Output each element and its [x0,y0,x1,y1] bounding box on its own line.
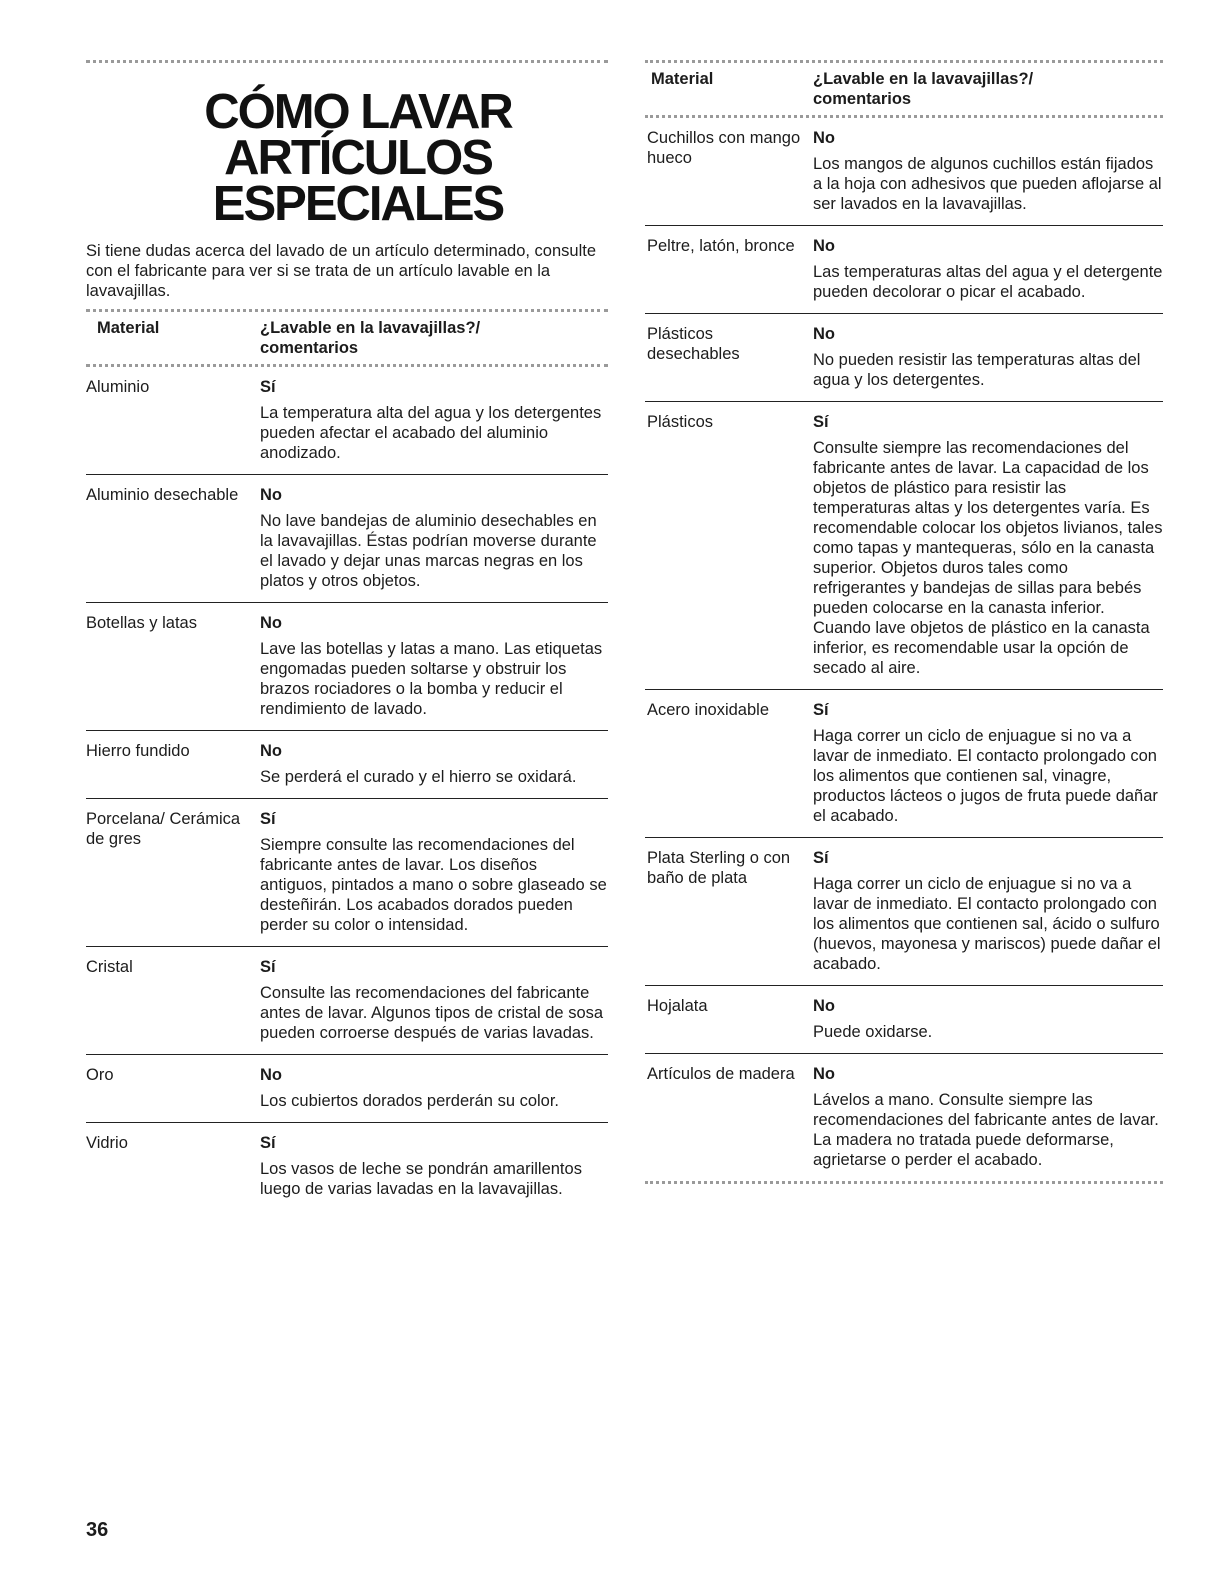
dishwasher-safe-answer: Sí [260,1134,276,1152]
comment-text: Consulte siempre las recomendaciones del fabricante antes de lavar. La capacidad de los objetos de plástico para resistir las temperaturas altas y los detergentes varía. Es recomendable colocar los objetos livianos, tales como tapas y mantequeras, sólo en la canasta superior. Objetos duros tales como refrigerantes y bandejas de sillas para bebés pueden colocarse en la canasta inferior. Cuando lave objetos de plástico en la canasta inferior, es recomendable usar la opción de secado al aire. [813,439,1163,677]
material-cell: Plásticos desechables [647,325,740,363]
comment-text: Siempre consulte las recomendaciones del fabricante antes de lavar. Los diseños antiguos, pintados a mano o sobre glaseado se desteñirán. Los acabados dorados pueden perder su color o intensidad. [260,836,607,934]
comment-cell [813,324,1163,390]
table-header [645,63,1163,115]
left-table-body [86,367,608,1210]
material-cell: Aluminio desechable [86,486,239,504]
comment-text: No pueden resistir las temperaturas altas del agua y los detergentes. [813,351,1141,389]
material-cell: Hierro fundido [86,742,190,760]
table-row [645,690,1163,838]
comment-cell [813,700,1163,826]
comment-cell [260,741,608,787]
comment-text: Puede oxidarse. [813,1023,933,1041]
table-row [86,799,608,947]
dishwasher-safe-answer: Sí [260,958,276,976]
comment-cell [260,1133,608,1199]
comment-cell [260,1065,608,1111]
comment-text: Consulte las recomendaciones del fabricante antes de lavar. Algunos tipos de cristal de sosa pueden corroerse después de varias lavadas. [260,984,604,1042]
comment-text: Los mangos de algunos cuchillos están fijados a la hoja con adhesivos que pueden aflojarse al ser lavados en la lavavajillas. [813,155,1162,213]
material-cell: Oro [86,1066,114,1084]
comment-text: Haga correr un ciclo de enjuague si no va a lavar de inmediato. El contacto prolongado con los alimentos que contienen sal, vinagre, productos lácteos o jugos de fruta puede dañar el acabado. [813,727,1158,825]
dishwasher-safe-answer: No [260,1066,282,1084]
comment-cell [813,412,1163,678]
title-line: ESPECIALES [212,177,504,231]
material-cell: Cristal [86,958,133,976]
comment-cell [260,957,608,1043]
dishwasher-safe-answer: Sí [813,701,829,719]
table-row [86,475,608,603]
dishwasher-safe-answer: No [813,997,835,1015]
left-column [86,60,608,1210]
dishwasher-safe-answer: Sí [260,378,276,396]
dishwasher-safe-answer: No [813,237,835,255]
table-row [86,603,608,731]
table-row [645,226,1163,314]
comment-text: Lave las botellas y latas a mano. Las etiquetas engomadas pueden soltarse y obstruir los brazos rociadores o la bomba y reducir el rendimiento de lavado. [260,640,603,718]
comment-cell [260,809,608,935]
material-cell: Cuchillos con mango hueco [647,129,801,167]
table-row [86,731,608,799]
material-cell: Porcelana/ Cerámica de gres [86,810,241,848]
dishwasher-safe-answer: No [260,742,282,760]
table-row [86,947,608,1055]
comment-cell [260,377,608,463]
page-number: 36 [86,1519,109,1541]
dishwasher-safe-answer: Sí [813,413,829,431]
material-cell: Peltre, latón, bronce [647,237,795,255]
header-comments-line1: ¿Lavable en la lavavajillas?/ [813,70,1034,88]
comment-text: No lave bandejas de aluminio desechables en la lavavajillas. Éstas podrían moverse durante el lavado y dejar unas marcas negras en los platos y otros objetos. [260,512,597,590]
table-row [86,367,608,475]
table-row [645,118,1163,226]
table-row [645,838,1163,986]
material-cell: Botellas y latas [86,614,197,632]
material-cell: Aluminio [86,378,150,396]
table-row [86,1123,608,1210]
comment-cell [260,485,608,591]
dishwasher-safe-answer: Sí [260,810,276,828]
comment-cell [813,848,1163,974]
header-material: Material [651,70,714,88]
table-end-divider [645,1181,1163,1184]
comment-text: Lávelos a mano. Consulte siempre las recomendaciones del fabricante antes de lavar. La madera no tratada puede deformarse, agrietarse o perder el acabado. [813,1091,1159,1169]
table-row [86,1055,608,1123]
table-row [645,314,1163,402]
header-material: Material [97,319,160,337]
comment-cell [813,128,1163,214]
comment-cell [813,236,1163,302]
dishwasher-safe-answer: Sí [813,849,829,867]
material-cell: Plata Sterling o con baño de plata [647,849,791,887]
comment-text: Los vasos de leche se pondrán amarillentos luego de varias lavadas en la lavavajillas. [260,1160,582,1198]
table-row [645,1054,1163,1181]
dishwasher-safe-answer: No [813,325,835,343]
material-cell: Artículos de madera [647,1065,795,1083]
right-column [645,60,1163,1184]
header-comments-line2: comentarios [260,339,359,357]
dishwasher-safe-answer: No [260,486,282,504]
comment-text: Las temperaturas altas del agua y el detergente pueden decolorar o picar el acabado. [813,263,1163,301]
header-comments-line2: comentarios [813,90,912,108]
table-row [645,986,1163,1054]
material-cell: Plásticos [647,413,714,431]
comment-cell [813,1064,1163,1170]
dishwasher-safe-answer: No [260,614,282,632]
header-comments [813,69,1163,109]
right-table-body [645,118,1163,1181]
title-line: ARTÍCULOS [224,131,492,185]
title-line: CÓMO LAVAR [204,85,512,139]
top-divider [86,60,608,63]
table-row [645,402,1163,690]
comment-text: Los cubiertos dorados perderán su color. [260,1092,560,1110]
comment-text: La temperatura alta del agua y los detergentes pueden afectar el acabado del aluminio anodizado. [260,404,602,462]
comment-text: Haga correr un ciclo de enjuague si no va a lavar de inmediato. El contacto prolongado con los alimentos que contienen sal, ácido o sulfuro (huevos, mayonesa y mariscos) puede dañar el acabado. [813,875,1161,973]
material-cell: Vidrio [86,1134,128,1152]
dishwasher-safe-answer: No [813,129,835,147]
comment-cell [813,996,1163,1042]
comment-cell [260,613,608,719]
header-comments-line1: ¿Lavable en la lavavajillas?/ [260,319,481,337]
table-header [86,312,608,364]
intro-paragraph: Si tiene dudas acerca del lavado de un artículo determinado, consulte con el fabricante para ver si se trata de un artículo lavable en la lavavajillas. [86,242,596,300]
dishwasher-safe-answer: No [813,1065,835,1083]
page-title [86,85,608,231]
comment-text: Se perderá el curado y el hierro se oxidará. [260,768,577,786]
material-cell: Hojalata [647,997,708,1015]
header-comments [260,318,608,358]
material-cell: Acero inoxidable [647,701,769,719]
